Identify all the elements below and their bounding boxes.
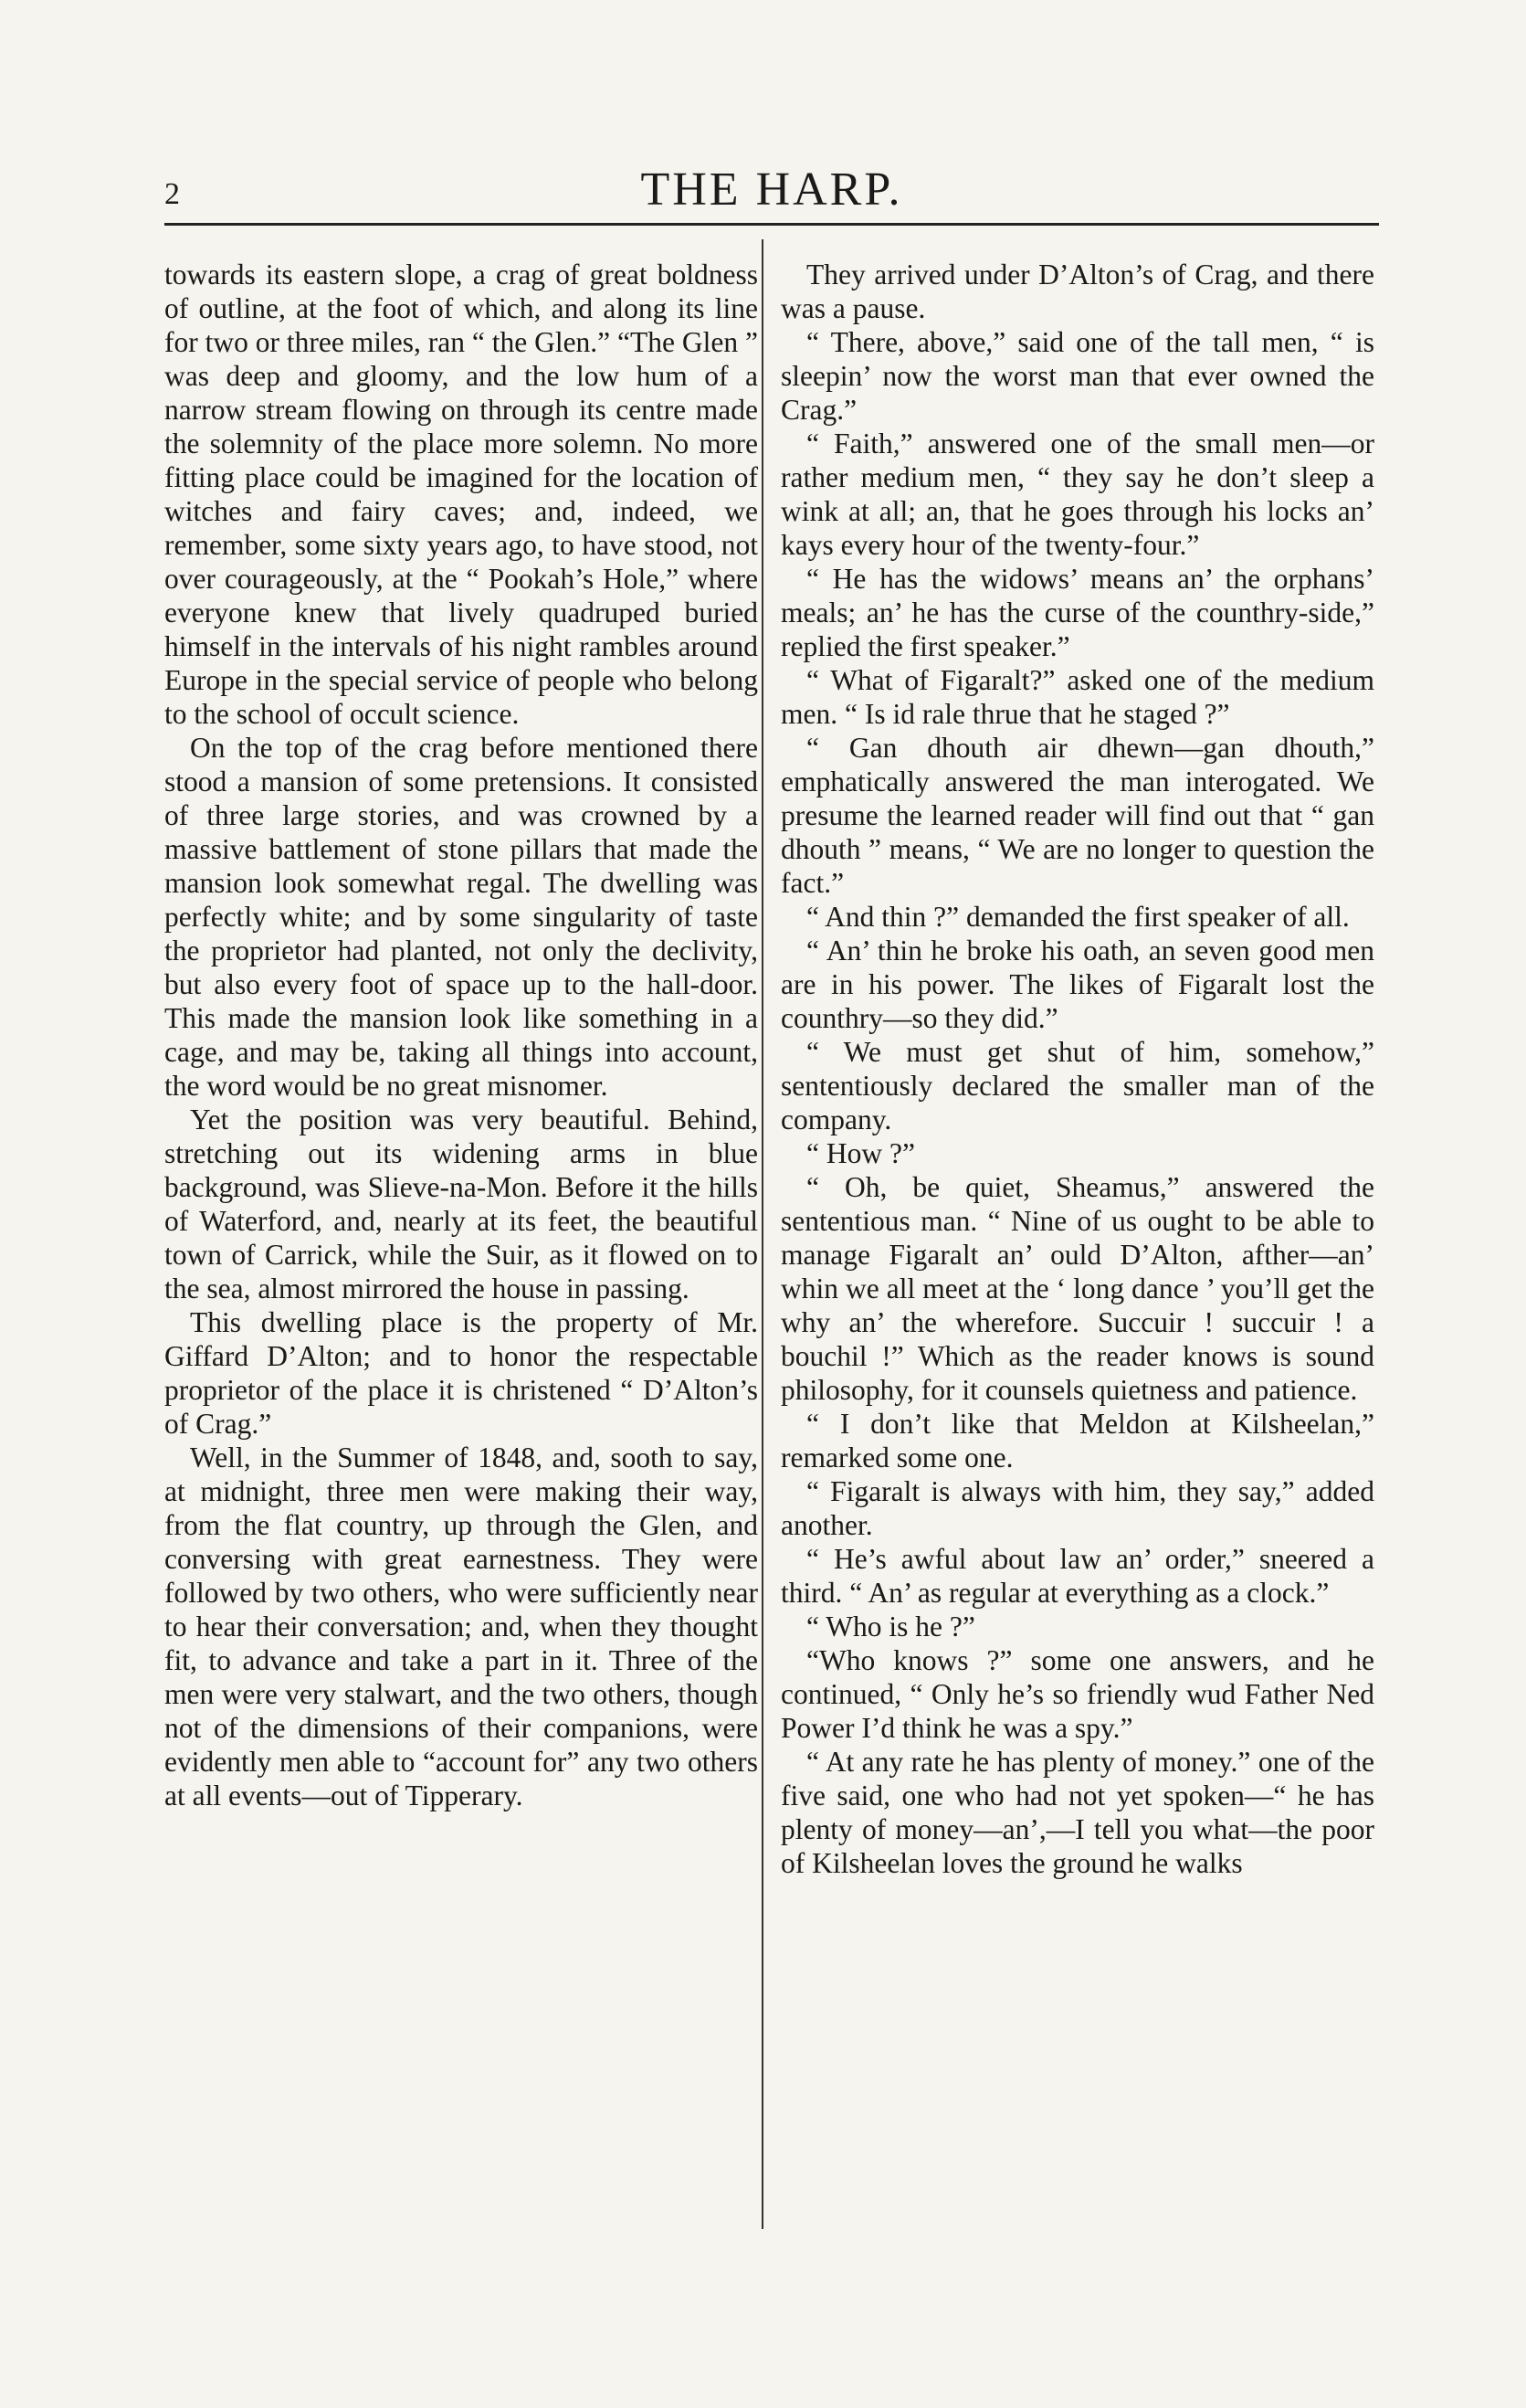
paragraph: “ I don’t like that Meldon at Kilsheelan,” remarked some one. [781, 1408, 1374, 1473]
page-header [164, 163, 1379, 217]
paragraph: “ There, above,” said one of the tall men, “ is sleepin’ now the worst man that ever owned the Crag.” [781, 326, 1374, 426]
paragraph: “ Figaralt is always with him, they say,” added another. [781, 1475, 1374, 1541]
paragraph: “ How ?” [806, 1137, 915, 1169]
running-title: THE HARP. [640, 164, 903, 216]
paragraph: They arrived under D’Alton’s of Crag, and there was a pause. [781, 259, 1374, 324]
paragraph: Yet the position was very beautiful. Behind, stretching out its widening arms in blue background, was Slieve-na-Mon. Before it the hills of Waterford, and, nearly at its feet, the beautiful town of Carrick, while the Suir, as it flowed on to the sea, almost mirrored the house in passing. [164, 1104, 758, 1304]
paragraph: “ And thin ?” demanded the first speaker of all. [806, 901, 1350, 933]
paragraph: “ We must get shut of him, somehow,” sententiously declared the smaller man of the company. [781, 1036, 1374, 1135]
paragraph: “Who knows ?” some one answers, and he continued, “ Only he’s so friendly wud Father Ned Power I’d think he was a spy.” [781, 1644, 1374, 1744]
paragraph: This dwelling place is the property of Mr. Giffard D’Alton; and to honor the respectable proprietor of the place it is christened “ D’Alton’s of Crag.” [164, 1306, 758, 1440]
paragraph: “ He has the widows’ means an’ the orphans’ meals; an’ he has the curse of the counthry-side,” replied the first speaker.” [781, 563, 1374, 662]
header-rule [164, 223, 1379, 226]
paragraph: “ An’ thin he broke his oath, an seven good men are in his power. The likes of Figaralt lost the counthry—so they did.” [781, 935, 1374, 1034]
paragraph: “ Faith,” answered one of the small men—or rather medium men, “ they say he don’t sleep a wink at all; an, that he goes through his locks an’ kays every hour of the twenty-four.” [781, 428, 1374, 561]
left-column [164, 258, 758, 1812]
paragraph: towards its eastern slope, a crag of great boldness of outline, at the foot of which, and along its line for two or three miles, ran “ the Glen.” “The Glen ” was deep and gloomy, and the low hum of a narrow stream flowing on through its centre made the solemnity of the place more solemn. No more fitting place could be imagined for the location of witches and fairy caves; and, indeed, we remember, some sixty years ago, to have stood, not over courageously, at the “ Pookah’s Hole,” where everyone knew that lively quadruped buried himself in the intervals of his night rambles around Europe in the special service of people who belong to the school of occult science. [164, 259, 758, 730]
paragraph: “ At any rate he has plenty of money.” one of the five said, one who had not yet spoken—“ he has plenty of money—an’,—I tell you what—the poor of Kilsheelan loves the ground he walks [781, 1746, 1374, 1879]
paragraph: “ Gan dhouth air dhewn—gan dhouth,” emphatically answered the man interogated. We presume the learned reader will find out that “ gan dhouth ” means, “ We are no longer to question the fact.” [781, 732, 1374, 899]
column-divider [762, 239, 763, 2229]
right-column [781, 258, 1374, 1880]
paragraph: “ What of Figaralt?” asked one of the medium men. “ Is id rale thrue that he staged ?” [781, 664, 1374, 730]
paragraph: “ He’s awful about law an’ order,” sneered a third. “ An’ as regular at everything as a clock.” [781, 1543, 1374, 1609]
paragraph: “ Oh, be quiet, Sheamus,” answered the sententious man. “ Nine of us ought to be able to manage Figaralt an’ ould D’Alton, afther—an’ whin we all meet at the ‘ long dance ’ you’ll get the why an’ the wherefore. Succuir ! succuir ! a bouchil !” Which as the reader knows is sound philosophy, for it counsels quietness and patience. [781, 1171, 1374, 1406]
paragraph: On the top of the crag before mentioned there stood a mansion of some pretensions. It consisted of three large stories, and was crowned by a massive battlement of stone pillars that made the mansion look somewhat regal. The dwelling was perfectly white; and by some singularity of taste the proprietor had planted, not only the declivity, but also every foot of space up to the hall-door. This made the mansion look like something in a cage, and may be, taking all things into account, the word would be no great misnomer. [164, 732, 758, 1102]
paragraph: “ Who is he ?” [806, 1611, 975, 1642]
paragraph: Well, in the Summer of 1848, and, sooth to say, at midnight, three men were making their way, from the flat country, up through the Glen, and conversing with great earnestness. They were followed by two others, who were sufficiently near to hear their conversation; and, when they thought fit, to advance and take a part in it. Three of the men were very stalwart, and the two others, though not of the dimensions of their companions, were evidently men able to “account for” any two others at all events—out of Tipperary. [164, 1442, 758, 1811]
page-number: 2 [164, 177, 180, 211]
